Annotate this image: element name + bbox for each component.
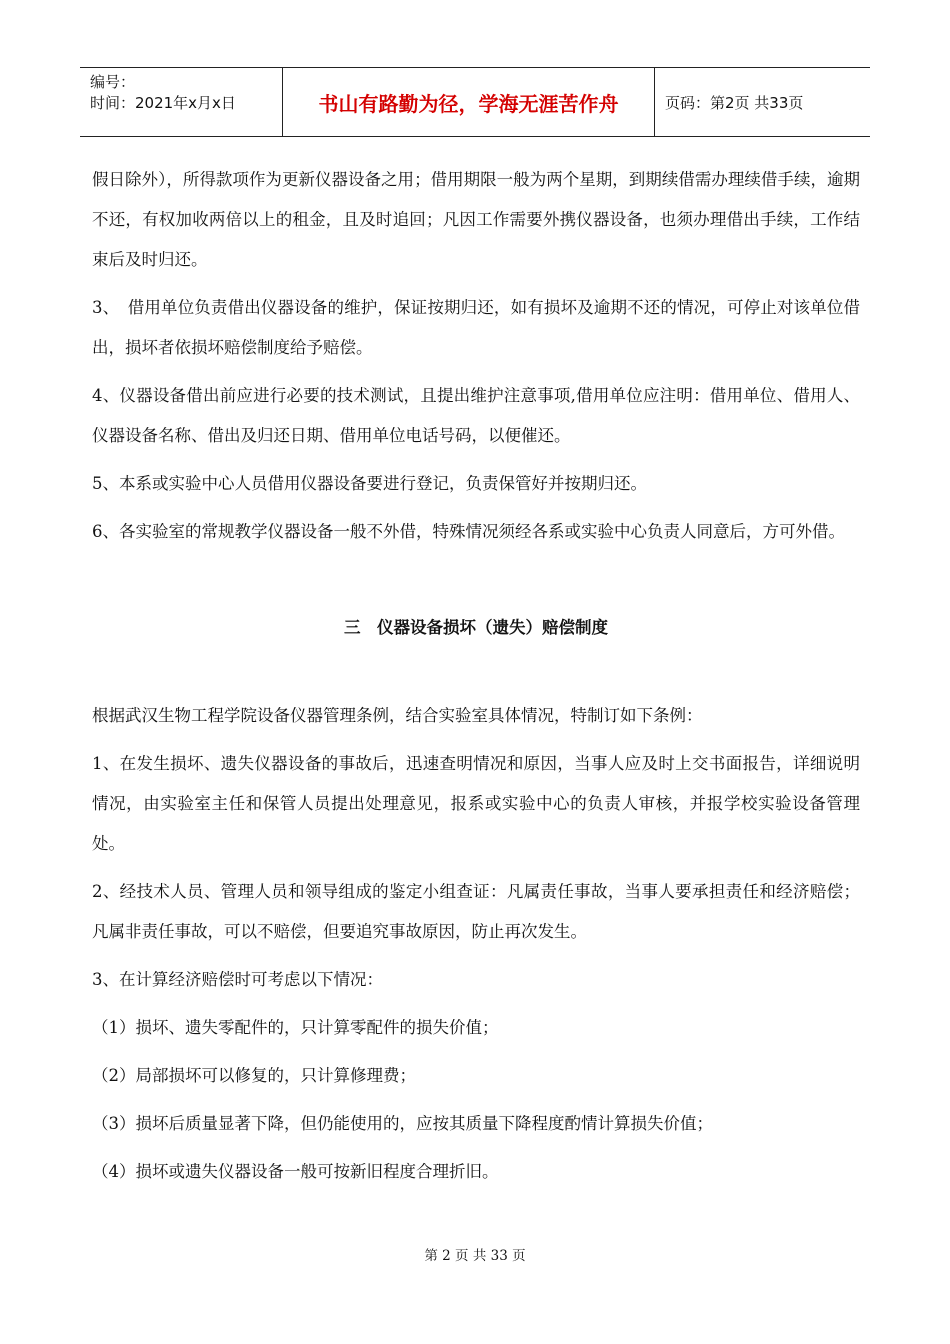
- list-item: （2）局部损坏可以修复的，只计算修理费；: [92, 1066, 416, 1085]
- paragraph: 4、仪器设备借出前应进行必要的技术测试，且提出维护注意事项,借用单位应注明：借用单位、借用人、仪器设备名称、借出及归还日期、借用单位电话号码，以便催还。: [92, 386, 860, 445]
- list-item: （1）损坏、遗失零配件的，只计算零配件的损失价值；: [92, 1018, 499, 1037]
- document-date: 时间：2021年x月x日: [90, 94, 236, 112]
- document-body: [92, 160, 860, 1192]
- document-number-label: 编号：: [90, 73, 136, 91]
- header-left-cell: [80, 68, 282, 136]
- paragraph: 根据武汉生物工程学院设备仪器管理条例，结合实验室具体情况，特制订如下条例：: [92, 706, 703, 725]
- page-header: [80, 67, 870, 137]
- header-page-info: 页码：第2页 共33页: [665, 93, 804, 112]
- paragraph: 3、 借用单位负责借出仪器设备的维护，保证按期归还，如有损坏及逾期不还的情况，可停止对该单位借出，损坏者依损坏赔偿制度给予赔偿。: [92, 298, 860, 357]
- paragraph: 2、经技术人员、管理人员和领导组成的鉴定小组查证：凡属责任事故，当事人要承担责任和经济赔偿；凡属非责任事故，可以不赔偿，但要追究事故原因，防止再次发生。: [92, 882, 860, 941]
- list-item: （4）损坏或遗失仪器设备一般可按新旧程度合理折旧。: [92, 1162, 499, 1181]
- paragraph: 6、各实验室的常规教学仪器设备一般不外借，特殊情况须经各系或实验中心负责人同意后，方可外借。: [92, 522, 845, 541]
- page-footer: 第 2 页 共 33 页: [424, 1248, 526, 1264]
- paragraph: 5、本系或实验中心人员借用仪器设备要进行登记，负责保管好并按期归还。: [92, 474, 647, 493]
- header-motto: 书山有路勤为径，学海无涯苦作舟: [282, 68, 655, 136]
- paragraph: 1、在发生损坏、遗失仪器设备的事故后，迅速查明情况和原因，当事人应及时上交书面报告，详细说明情况，由实验室主任和保管人员提出处理意见，报系或实验中心的负责人审核，并报学校实验设备管理处。: [92, 754, 860, 853]
- section-title: 三 仪器设备损坏（遗失）赔偿制度: [344, 618, 608, 637]
- paragraph: 假日除外），所得款项作为更新仪器设备之用；借用期限一般为两个星期，到期续借需办理续借手续，逾期不还，有权加收两倍以上的租金，且及时追回；凡因工作需要外携仪器设备，也须办理借出手续，工作结束后及时归还。: [92, 170, 860, 269]
- paragraph: 3、在计算经济赔偿时可考虑以下情况：: [92, 970, 383, 989]
- list-item: （3）损坏后质量显著下降，但仍能使用的，应按其质量下降程度酌情计算损失价值；: [92, 1114, 713, 1133]
